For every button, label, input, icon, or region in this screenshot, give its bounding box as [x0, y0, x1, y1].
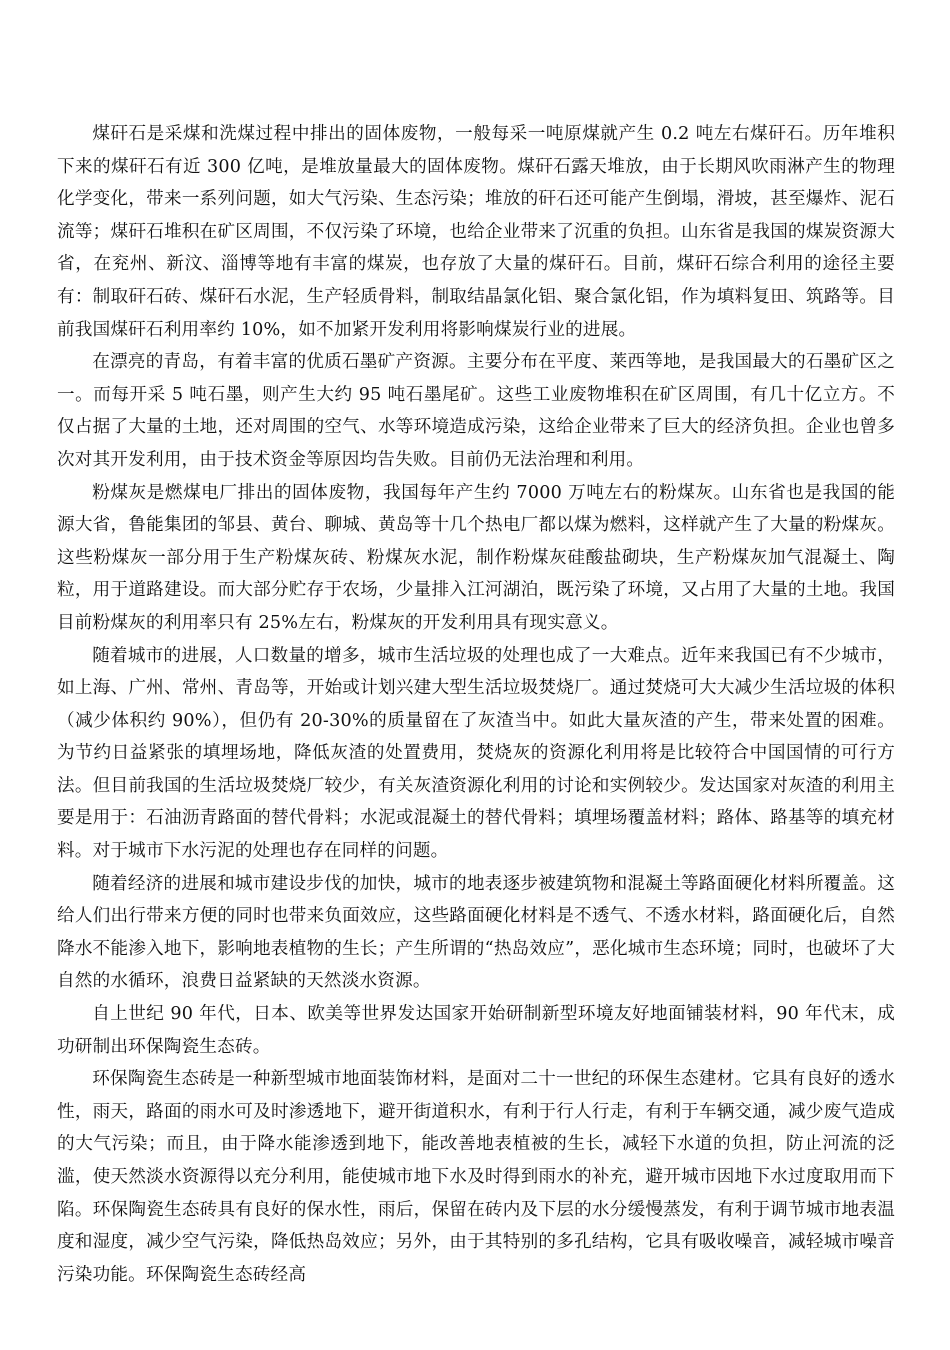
paragraph-graphite-tailings: 在漂亮的青岛，有着丰富的优质石墨矿产资源。主要分布在平度、莱西等地，是我国最大的石墨矿区之一。而每开采 5 吨石墨，则产生大约 95 吨石墨尾矿。这些工业废物堆积在矿区周围，有几十亿立方。不仅占据了大量的土地，还对周围的空气、水等环境造成污染，这给企业带来了巨大的经济负担。企业也曾多次对其开发利用，由于技术资金等原因均告失败。目前仍无法治理和利用。	[57, 352, 895, 470]
paragraph-incineration-ash: 随着城市的进展，人口数量的增多，城市生活垃圾的处理也成了一大难点。近年来我国已有不少城市，如上海、广州、常州、青岛等，开始或计划兴建大型生活垃圾焚烧厂。通过焚烧可大大减少生活垃圾的体积（减少体积约 90%），但仍有 20-30%的质量留在了灰渣当中。如此大量灰渣的产生，带来处置的困难。为节约日益紧张的填埋场地，降低灰渣的处置费用，焚烧灰的资源化利用将是比较符合中国国情的可行方法。但目前我国的生活垃圾焚烧厂较少，有关灰渣资源化利用的讨论和实例较少。发达国家对灰渣的利用主要是用于：石油沥青路面的替代骨料；水泥或混凝土的替代骨料；填埋场覆盖材料；路体、路基等的填充材料。对于城市下水污泥的处理也存在同样的问题。	[57, 645, 895, 862]
paragraph-fly-ash: 粉煤灰是燃煤电厂排出的固体废物，我国每年产生约 7000 万吨左右的粉煤灰。山东省也是我国的能源大省，鲁能集团的邹县、黄台、聊城、黄岛等十几个热电厂都以煤为燃料，这样就产生了大量的粉煤灰。这些粉煤灰一部分用于生产粉煤灰砖、粉煤灰水泥，制作粉煤灰硅酸盐砌块，生产粉煤灰加气混凝土、陶粒，用于道路建设。而大部分贮存于农场，少量排入江河湖泊，既污染了环境，又占用了大量的土地。我国目前粉煤灰的利用率只有 25%左右，粉煤灰的开发利用具有现实意义。	[57, 482, 895, 633]
paragraph-eco-brick-history: 自上世纪 90 年代，日本、欧美等世界发达国家开始研制新型环境友好地面铺装材料，90 年代末，成功研制出环保陶瓷生态砖。	[57, 1004, 895, 1057]
document-body	[57, 118, 895, 1291]
paragraph-road-hardening: 随着经济的进展和城市建设步伐的加快，城市的地表逐步被建筑物和混凝土等路面硬化材料所覆盖。这给人们出行带来方便的同时也带来负面效应，这些路面硬化材料是不透气、不透水材料，路面硬化后，自然降水不能渗入地下，影响地表植物的生长；产生所谓的“热岛效应”，恶化城市生态环境；同时，也破坏了大自然的水循环，浪费日益紧缺的天然淡水资源。	[57, 873, 895, 992]
paragraph-eco-brick-benefits: 环保陶瓷生态砖是一种新型城市地面装饰材料，是面对二十一世纪的环保生态建材。它具有良好的透水性，雨天，路面的雨水可及时渗透地下，避开街道积水，有利于行人行走，有利于车辆交通，减少废气造成的大气污染；而且，由于降水能渗透到地下，能改善地表植被的生长，减轻下水道的负担，防止河流的泛滥，使天然淡水资源得以充分利用，能使城市地下水及时得到雨水的补充，避开城市因地下水过度取用而下陷。环保陶瓷生态砖具有良好的保水性，雨后，保留在砖内及下层的水分缓慢蒸发，有利于调节城市地表温度和湿度，减少空气污染，降低热岛效应；另外，由于其特别的多孔结构，它具有吸收噪音，减轻城市噪音污染功能。环保陶瓷生态砖经高	[57, 1069, 895, 1285]
paragraph-coal-gangue: 煤矸石是采煤和洗煤过程中排出的固体废物，一般每采一吨原煤就产生 0.2 吨左右煤矸石。历年堆积下来的煤矸石有近 300 亿吨，是堆放量最大的固体废物。煤矸石露天堆放，由于长期风吹雨淋产生的物理化学变化，带来一系列问题，如大气污染、生态污染；堆放的矸石还可能产生倒塌，滑坡，甚至爆炸、泥石流等；煤矸石堆积在矿区周围，不仅污染了环境，也给企业带来了沉重的负担。山东省是我国的煤炭资源大省，在兖州、新汶、淄博等地有丰富的煤炭，也存放了大量的煤矸石。目前，煤矸石综合利用的途径主要有：制取矸石砖、煤矸石水泥，生产轻质骨料，制取结晶氯化铝、聚合氯化铝，作为填料复田、筑路等。目前我国煤矸石利用率约 10%，如不加紧开发利用将影响煤炭行业的进展。	[57, 124, 895, 340]
